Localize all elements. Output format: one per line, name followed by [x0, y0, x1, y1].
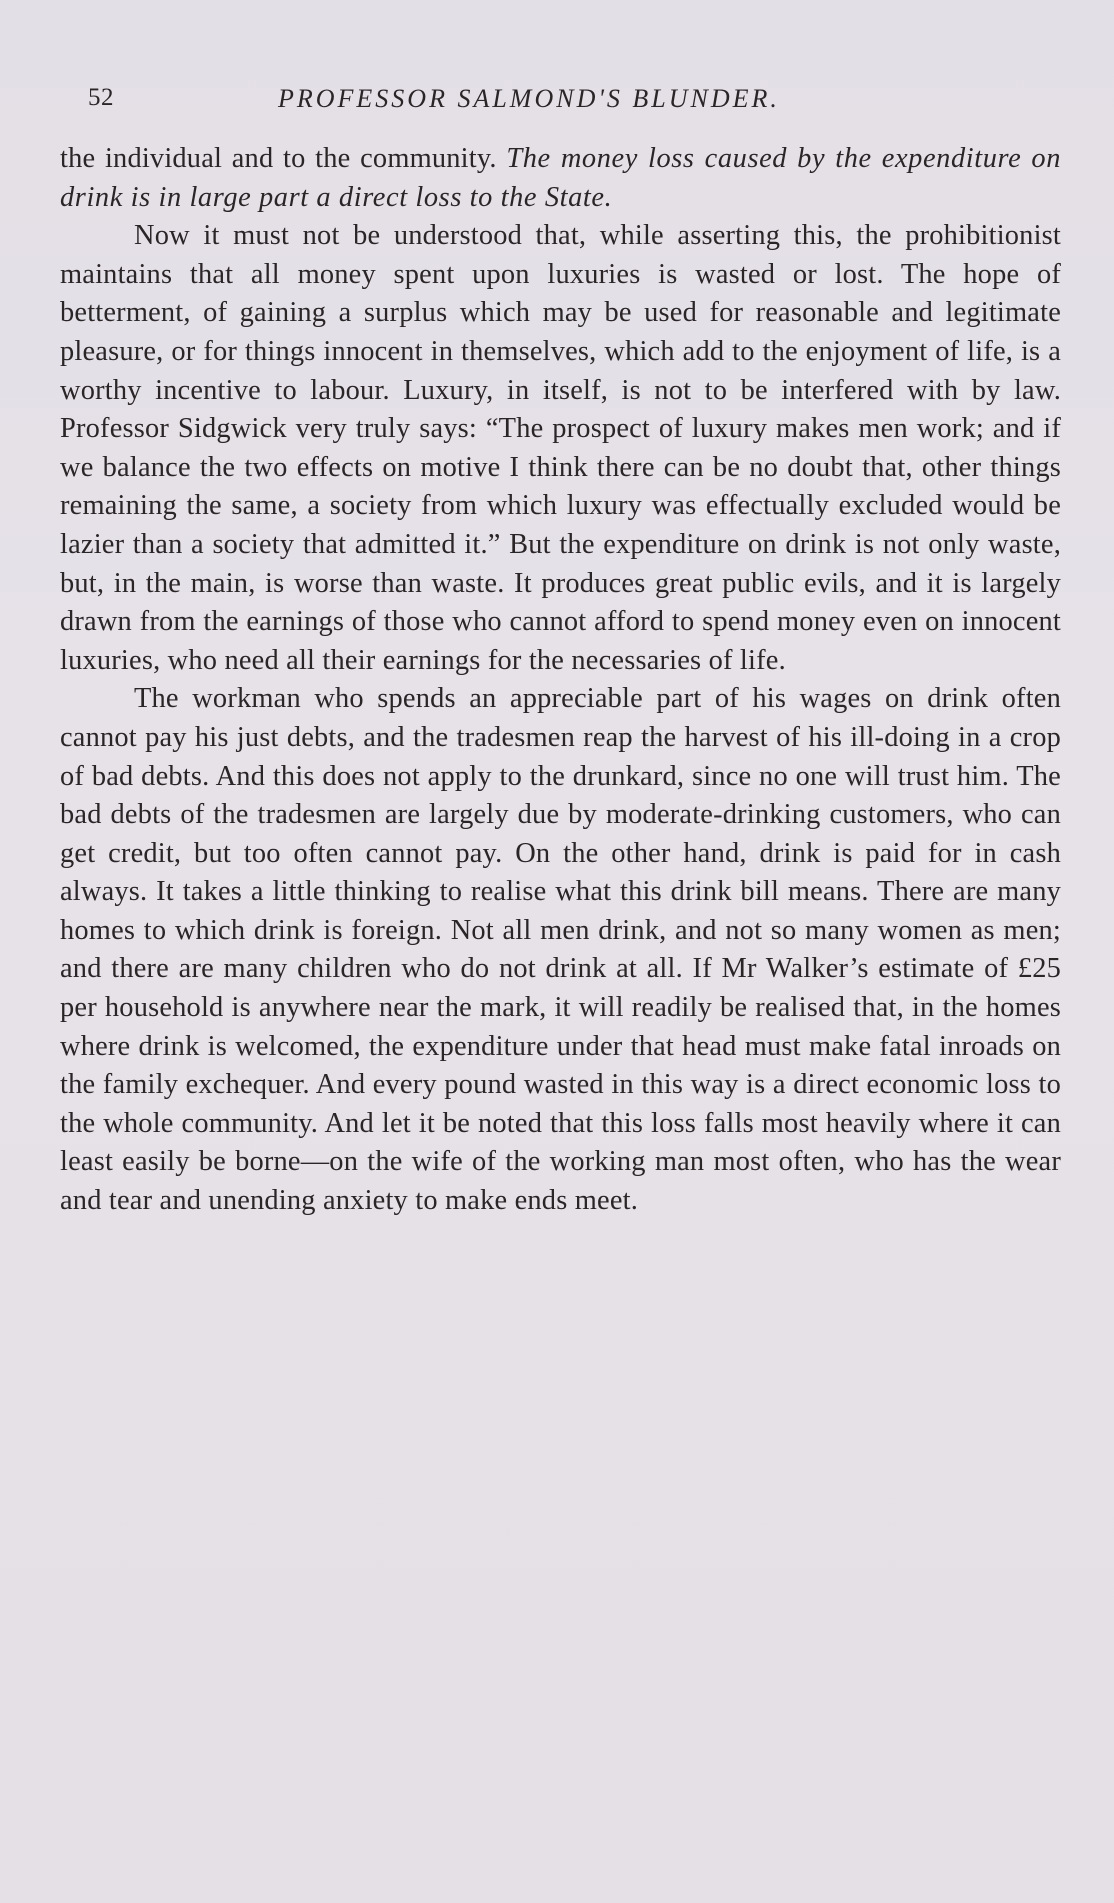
running-title: PROFESSOR SALMOND'S BLUNDER.	[278, 84, 780, 113]
emphasized-sentence: The money loss caused by the expenditure on drink is in large part a direct loss to the State.	[60, 143, 1061, 213]
paragraph-continuation	[60, 140, 1061, 217]
paragraph-text: the individual and to the community.	[60, 143, 507, 174]
paragraph-luxury: Now it must not be understood that, while asserting this, the prohibitionist maintains that all money spent upon luxuries is wasted or lost. The hope of betterment, of gaining a surplus which may be used for reasonable and legitimate pleasure, or for things innocent in themselves, which add to the enjoyment of life, is a worthy incentive to labour. Luxury, in itself, is not to be interfered with by law. Professor Sidgwick very truly says: “The prospect of luxury makes men work; and if we balance the two effects on motive I think there can be no doubt that, other things remaining the same, a society from which luxury was effectually excluded would be lazier than a society that admitted it.” But the expenditure on drink is not only waste, but, in the main, is worse than waste. It produces great public evils, and it is largely drawn from the earnings of those who cannot afford to spend money even on innocent luxuries, who need all their earnings for the necessaries of life.	[60, 220, 1061, 676]
body-text	[60, 140, 1061, 1221]
paragraph-workman: The workman who spends an appreciable part of his wages on drink often cannot pay his just debts, and the tradesmen reap the harvest of his ill-doing in a crop of bad debts. And this does not apply to the drunkard, since no one will trust him. The bad debts of the tradesmen are largely due by moderate-drinking customers, who can get credit, but too often cannot pay. On the other hand, drink is paid for in cash always. It takes a little thinking to realise what this drink bill means. There are many homes to which drink is foreign. Not all men drink, and not so many women as men; and there are many children who do not drink at all. If Mr Walker’s estimate of £25 per household is anywhere near the mark, it will readily be realised that, in the homes where drink is welcomed, the expenditure under that head must make fatal inroads on the family exchequer. And every pound wasted in this way is a direct economic loss to the whole community. And let it be noted that this loss falls most heavily where it can least easily be borne—on the wife of the working man most often, who has the wear and tear and unending anxiety to make ends meet.	[60, 683, 1061, 1217]
running-head	[60, 84, 1060, 124]
page-number: 52	[88, 84, 114, 111]
